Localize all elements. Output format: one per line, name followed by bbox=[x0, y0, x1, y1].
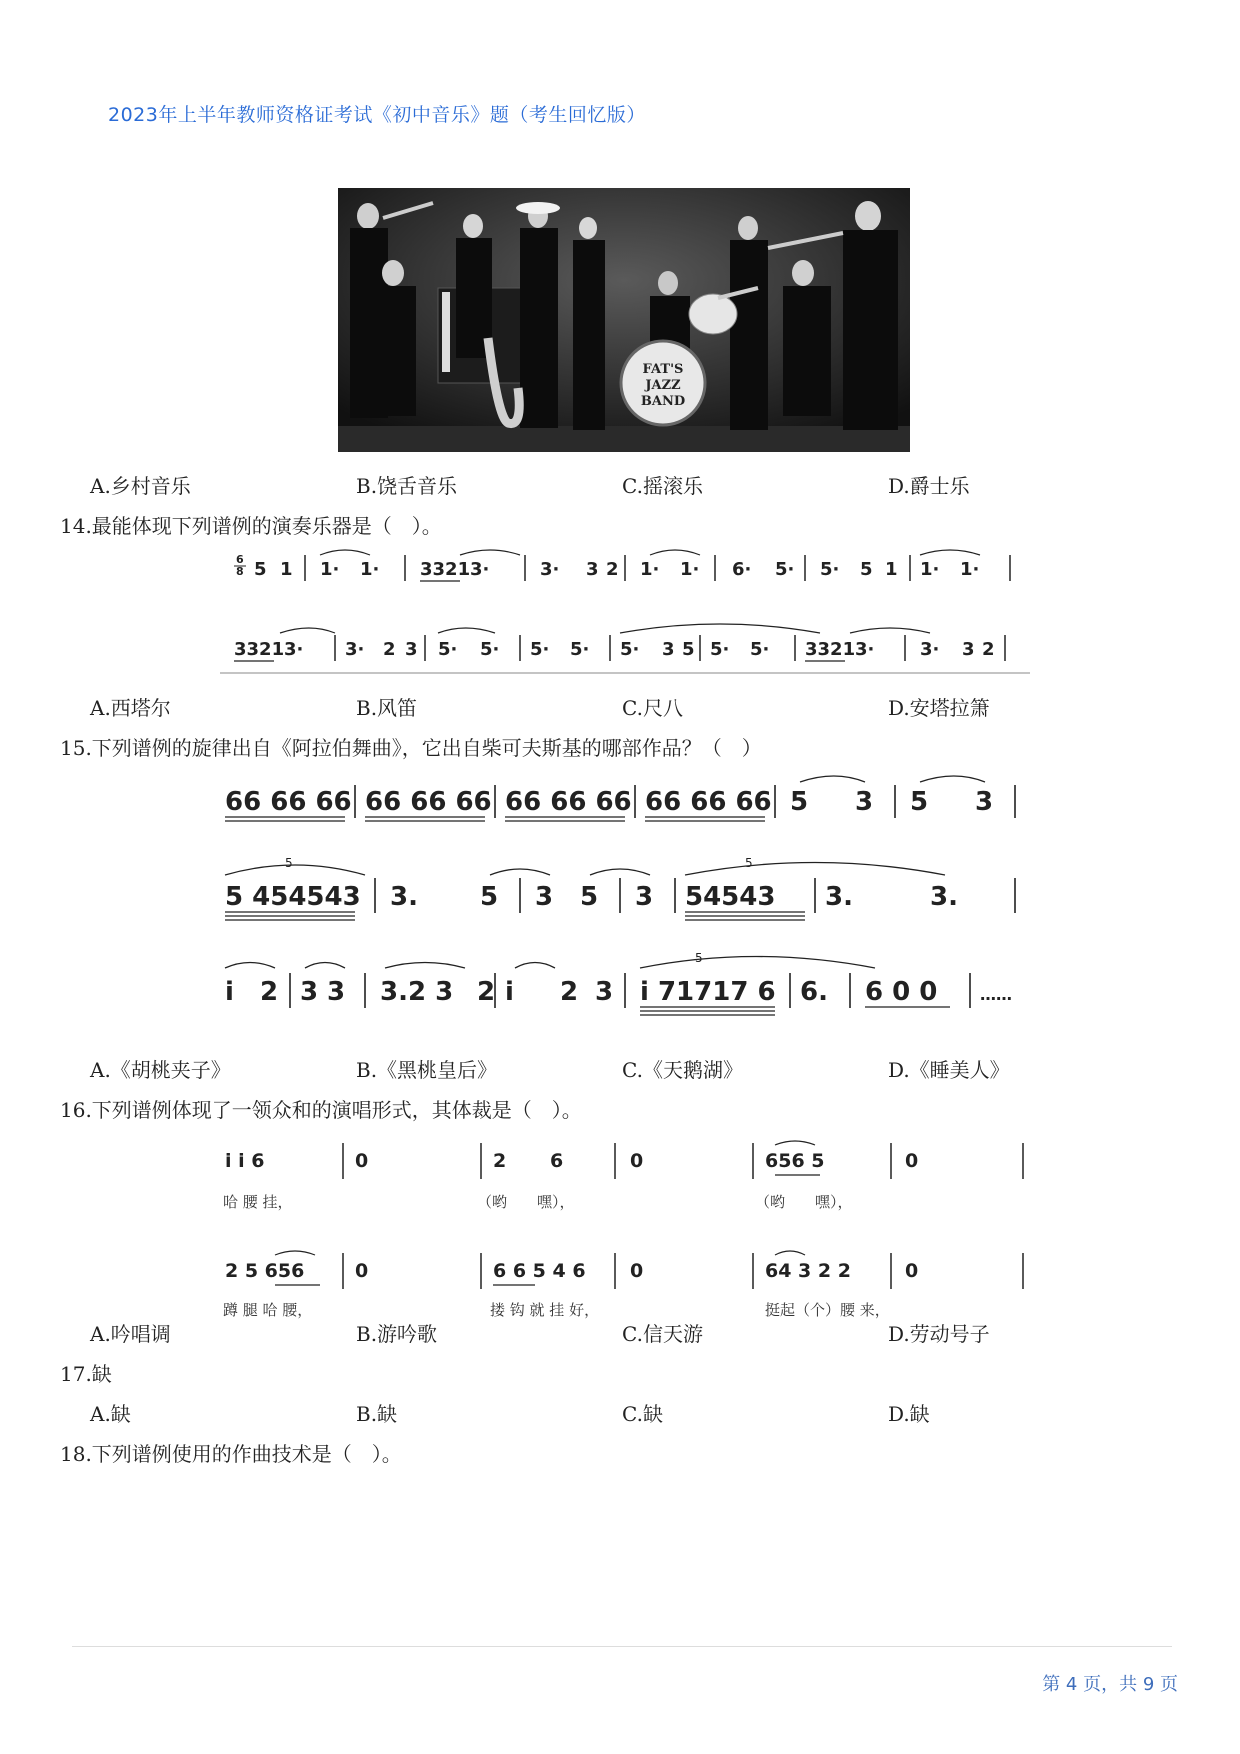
q14-l2-n13: 5· bbox=[750, 639, 770, 660]
q15-option-b[interactable]: B.《黑桃皇后》 bbox=[356, 1058, 498, 1082]
q14-l1-n1: 1 bbox=[280, 559, 293, 580]
q14-option-c[interactable]: C.尺八 bbox=[622, 696, 683, 720]
q15-option-a[interactable]: A.《胡桃夹子》 bbox=[90, 1058, 231, 1082]
q16-r1-n5: 0 bbox=[630, 1150, 644, 1172]
q15-l2-n8: 3. bbox=[825, 882, 853, 912]
q16-r2-n6: 0 bbox=[905, 1260, 919, 1282]
footer-divider bbox=[72, 1646, 1172, 1647]
q16-r1-n3: 2 bbox=[493, 1150, 507, 1172]
q16-r2-lyric-1: 蹲 腿 哈 腰， bbox=[223, 1301, 313, 1319]
q15-l1-n6: 3 bbox=[855, 787, 874, 817]
q16-r1-n6: 656 5 bbox=[765, 1150, 825, 1172]
q15-l3-n7: i bbox=[505, 977, 514, 1007]
q16-r2-lyric-3: 挺起（个）腰 来， bbox=[765, 1301, 890, 1319]
q14-l1-n9: 1· bbox=[640, 559, 660, 580]
q16-score bbox=[215, 1135, 1035, 1345]
q16-r2-n4: 0 bbox=[630, 1260, 644, 1282]
q14-l1-n4: 3321 bbox=[420, 559, 471, 580]
q15-l3-n4: 3 bbox=[327, 977, 346, 1007]
q14-l1-n13: 5· bbox=[820, 559, 840, 580]
q15-options bbox=[90, 1054, 1150, 1084]
q14-l2-n18: 2 bbox=[982, 639, 995, 660]
q14-l1-n0: 5 bbox=[254, 559, 267, 580]
drum-label-3: BAND bbox=[640, 394, 686, 409]
page-header-title: 2023年上半年教师资格证考试《初中音乐》题（考生回忆版） bbox=[108, 104, 646, 126]
q14-l2-n12: 5· bbox=[710, 639, 730, 660]
q15-l2-n5: 5 bbox=[580, 882, 599, 912]
q15-text: 15.下列谱例的旋律出自《阿拉伯舞曲》，它出自柴可夫斯基的哪部作品？（ ） bbox=[60, 736, 762, 760]
q15-l3-n8: 2 bbox=[560, 977, 579, 1007]
q14-l2-n1: 3· bbox=[284, 639, 304, 660]
q14-l2-n8: 5· bbox=[570, 639, 590, 660]
q13-option-a[interactable]: A.乡村音乐 bbox=[90, 474, 191, 498]
page-number: 第 4 页，共 9 页 bbox=[1042, 1674, 1178, 1695]
q15-l2-n9: 3. bbox=[930, 882, 958, 912]
q14-time-top: 6 bbox=[236, 553, 244, 566]
q17-options bbox=[90, 1398, 1150, 1428]
q15-l2-n6: 3 bbox=[635, 882, 654, 912]
q15-l3-n1: i bbox=[225, 977, 234, 1007]
q15-l1-n5: 5 bbox=[790, 787, 809, 817]
q15-l1-n8: 3 bbox=[975, 787, 994, 817]
q16-r2-lyric-2: 搂 钩 就 挂 好， bbox=[490, 1301, 600, 1319]
q13-options bbox=[90, 470, 1150, 500]
q15-tuplet-1: 5 bbox=[285, 856, 293, 870]
q16-r1-lyric-1: 哈 腰 挂， bbox=[223, 1193, 293, 1211]
q16-r1-n1: i i 6 bbox=[225, 1150, 265, 1172]
q16-r1-lyric-3: （哟 嘿）， bbox=[755, 1193, 853, 1211]
q15-l1-m3: 66 66 66 bbox=[505, 787, 632, 817]
q16-r2-n2: 0 bbox=[355, 1260, 369, 1282]
q14-l1-n7: 3 bbox=[586, 559, 599, 580]
q17-option-c[interactable]: C.缺 bbox=[622, 1402, 663, 1426]
q15-tuplet-3: 5 bbox=[695, 951, 703, 965]
q15-l2-n3: 5 bbox=[480, 882, 499, 912]
q15-tuplet-2: 5 bbox=[745, 856, 753, 870]
jazz-band-photo bbox=[338, 188, 910, 452]
q14-l2-n9: 5· bbox=[620, 639, 640, 660]
q15-l1-n7: 5 bbox=[910, 787, 929, 817]
q15-l2-n7: 54543 bbox=[685, 882, 776, 912]
q14-l1-n3: 1· bbox=[360, 559, 380, 580]
q17-option-d[interactable]: D.缺 bbox=[888, 1402, 930, 1426]
q16-r1-n4: 6 bbox=[550, 1150, 564, 1172]
drum-label-1: FAT'S bbox=[642, 362, 684, 377]
q16-option-d[interactable]: D.劳动号子 bbox=[888, 1322, 990, 1346]
q15-l1-m2: 66 66 66 bbox=[365, 787, 492, 817]
q14-l1-n8: 2 bbox=[606, 559, 619, 580]
q15-l3-ellipsis: …… bbox=[980, 985, 1012, 1004]
q14-option-a[interactable]: A.西塔尔 bbox=[90, 696, 171, 720]
q18-text: 18.下列谱例使用的作曲技术是（ ）。 bbox=[60, 1442, 402, 1466]
q15-l3-n6: 2 bbox=[477, 977, 496, 1007]
q14-l1-n12: 5· bbox=[775, 559, 795, 580]
q15-l3-n3: 3 bbox=[300, 977, 319, 1007]
q14-l2-n10: 3 bbox=[662, 639, 675, 660]
q15-l1-m1: 66 66 66 bbox=[225, 787, 352, 817]
q14-l1-n6: 3· bbox=[540, 559, 560, 580]
q13-option-d[interactable]: D.爵士乐 bbox=[888, 474, 970, 498]
q14-l1-n17: 1· bbox=[960, 559, 980, 580]
q16-r1-lyric-2: （哟 嘿）， bbox=[477, 1193, 575, 1211]
q16-option-b[interactable]: B.游吟歌 bbox=[356, 1322, 438, 1346]
q15-l2-n1: 5 454543 bbox=[225, 882, 361, 912]
q14-l2-n0: 3321 bbox=[234, 639, 285, 660]
q16-r2-n1: 2 5 656 bbox=[225, 1260, 305, 1282]
q14-score bbox=[220, 545, 1040, 675]
q14-options bbox=[90, 692, 1150, 722]
q15-l3-n10: i 71717 6 bbox=[640, 977, 776, 1007]
q15-option-c[interactable]: C.《天鹅湖》 bbox=[622, 1058, 743, 1082]
q14-l1-n2: 1· bbox=[320, 559, 340, 580]
q14-l1-n16: 1· bbox=[920, 559, 940, 580]
q15-l2-n2: 3. bbox=[390, 882, 418, 912]
q14-l2-n2: 3· bbox=[345, 639, 365, 660]
q14-l2-n15: 3· bbox=[855, 639, 875, 660]
q15-l2-n4: 3 bbox=[535, 882, 554, 912]
q16-r1-n7: 0 bbox=[905, 1150, 919, 1172]
q14-l1-n10: 1· bbox=[680, 559, 700, 580]
q14-l2-n16: 3· bbox=[920, 639, 940, 660]
q16-option-a[interactable]: A.吟唱调 bbox=[90, 1322, 171, 1346]
q15-l3-n9: 3 bbox=[595, 977, 614, 1007]
q14-option-d[interactable]: D.安塔拉箫 bbox=[888, 696, 990, 720]
q14-l1-n5: 3· bbox=[470, 559, 490, 580]
q16-option-c[interactable]: C.信天游 bbox=[622, 1322, 703, 1346]
q14-text: 14.最能体现下列谱例的演奏乐器是（ ）。 bbox=[60, 514, 442, 538]
q16-r2-n3: 6 6 5 4 6 bbox=[493, 1260, 586, 1282]
q14-l2-n5: 5· bbox=[438, 639, 458, 660]
q14-l2-n14: 3321 bbox=[805, 639, 856, 660]
q17-text: 17.缺 bbox=[60, 1362, 112, 1386]
q16-r2-n5: 64 3 2 2 bbox=[765, 1260, 851, 1282]
q14-time-bottom: 8 bbox=[236, 565, 244, 578]
q15-l3-n11: 6. bbox=[800, 977, 828, 1007]
q14-l2-n11: 5 bbox=[682, 639, 695, 660]
q16-options bbox=[90, 1318, 1150, 1348]
q16-text: 16.下列谱例体现了一领众和的演唱形式，其体裁是（ ）。 bbox=[60, 1098, 582, 1122]
q14-l2-n3: 2 bbox=[383, 639, 396, 660]
q14-option-b[interactable]: B.风笛 bbox=[356, 696, 418, 720]
q16-r1-n2: 0 bbox=[355, 1150, 369, 1172]
drum-label-2: JAZZ bbox=[645, 378, 681, 393]
q13-option-c[interactable]: C.摇滚乐 bbox=[622, 474, 703, 498]
q14-l2-n7: 5· bbox=[530, 639, 550, 660]
q15-score bbox=[215, 770, 1025, 1030]
q17-option-b[interactable]: B.缺 bbox=[356, 1402, 398, 1426]
q15-l3-n12: 6 0 0 bbox=[865, 977, 938, 1007]
q14-l1-n14: 5 bbox=[860, 559, 873, 580]
q15-l3-n5: 3.2 3 bbox=[380, 977, 454, 1007]
q15-l1-m4: 66 66 66 bbox=[645, 787, 772, 817]
q14-l1-n15: 1 bbox=[885, 559, 898, 580]
q17-option-a[interactable]: A.缺 bbox=[90, 1402, 131, 1426]
q14-l1-n11: 6· bbox=[732, 559, 752, 580]
q15-l3-n2: 2 bbox=[260, 977, 279, 1007]
q14-l2-n17: 3 bbox=[962, 639, 975, 660]
q14-l2-n4: 3 bbox=[405, 639, 418, 660]
q13-option-b[interactable]: B.饶舌音乐 bbox=[356, 474, 458, 498]
q14-l2-n6: 5· bbox=[480, 639, 500, 660]
q15-option-d[interactable]: D.《睡美人》 bbox=[888, 1058, 1010, 1082]
